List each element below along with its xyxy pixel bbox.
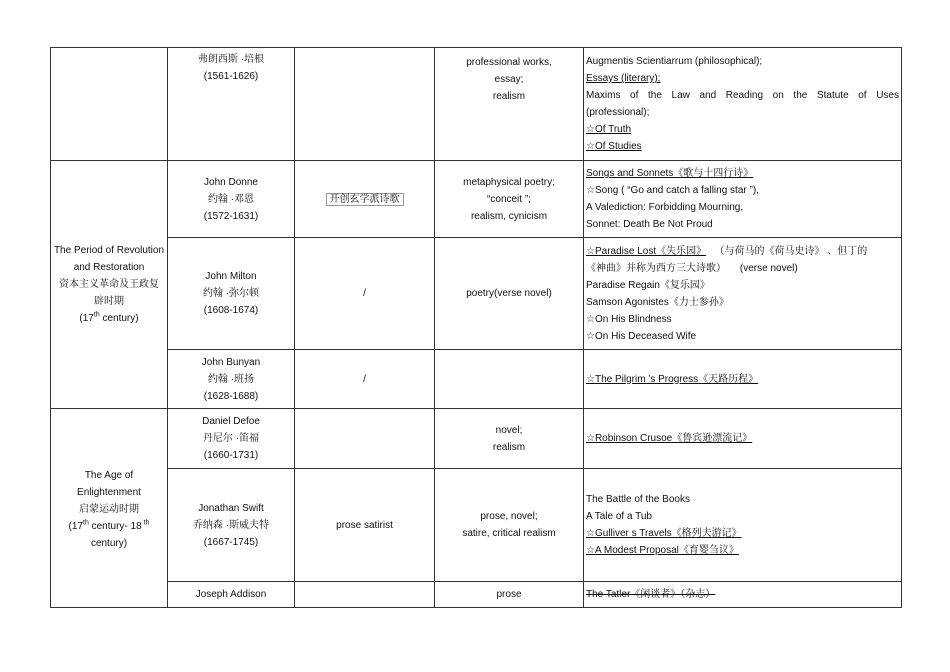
author-name-en: John Milton <box>205 271 257 282</box>
works-cell <box>584 582 902 608</box>
note-cell <box>295 582 435 608</box>
literature-table <box>50 47 902 608</box>
author-name-en: Daniel Defoe <box>202 416 260 427</box>
period-cell <box>51 48 168 161</box>
author-name-cn: 约翰 ·邓恩 <box>207 193 255 205</box>
period-cell-revolution <box>51 161 168 409</box>
period-name-cn: 启蒙运动时期 <box>79 504 139 515</box>
author-years: (1660-1731) <box>203 450 259 461</box>
work-note: （与荷马的《荷马史诗》 、但丁的 <box>714 245 868 257</box>
genre-line: realism <box>492 441 526 453</box>
note-cell <box>295 161 435 238</box>
note-text: / <box>363 288 366 299</box>
genre-line: metaphysical poetry; <box>463 176 555 188</box>
work-title: A Tale of a Tub <box>586 511 652 522</box>
note-cell <box>295 469 435 582</box>
genre-line: realism <box>492 91 526 102</box>
genre-cell <box>435 582 584 608</box>
genre-line: realism, cynicism <box>470 210 548 222</box>
work-title: A Valediction: Forbidding Mourning, <box>586 202 744 213</box>
author-cell <box>168 238 295 350</box>
author-name-cn: 乔纳森 ·斯威夫特 <box>192 519 270 531</box>
table-row-defoe <box>51 409 902 469</box>
note-text: / <box>363 373 366 385</box>
work-title: (professional); <box>586 107 650 118</box>
works-cell <box>584 238 902 350</box>
work-title: ☆Paradise Lost《失乐园》 <box>586 245 707 257</box>
work-title: Samson Agonistes《力士参孙》 <box>586 296 729 308</box>
author-cell <box>168 48 295 161</box>
table-row-donne <box>51 161 902 238</box>
table-row-addison <box>51 582 902 608</box>
period-century: (17th century) <box>79 311 139 324</box>
genre-line: professional works, <box>466 57 552 68</box>
author-years: (1667-1745) <box>203 536 259 548</box>
note-cell <box>295 48 435 161</box>
note-text: 开创玄学派诗歌 <box>326 193 404 206</box>
work-title: ☆On His Blindness <box>586 313 672 325</box>
author-years: (1608-1674) <box>203 305 259 316</box>
genre-cell <box>435 48 584 161</box>
author-cell <box>168 582 295 608</box>
period-century: (17th century- 18 $^{th}$ <box>68 519 150 532</box>
table-row-bacon <box>51 48 902 161</box>
works-cell <box>584 161 902 238</box>
author-name-en: John Donne <box>204 176 258 188</box>
genre-line: “conceit ”; <box>487 193 531 205</box>
work-note: 《神曲》并称为西方三大诗歌） <box>586 262 726 274</box>
author-name-en: Jonathan Swift <box>198 502 264 514</box>
work-title: ☆The Pilgrim ’s Progress《天路历程》 <box>586 373 759 385</box>
period-name: Enlightenment <box>77 487 141 498</box>
work-title: ☆Of Studies <box>586 141 642 152</box>
genre-cell <box>435 469 584 582</box>
genre-line: poetry(verse novel) <box>466 288 552 299</box>
work-title: Augmentis Scientiarrum (philosophical); <box>586 56 763 67</box>
period-name: and Restoration <box>73 262 145 273</box>
work-title: ☆A Modest Proposal《育婴刍议》 <box>586 545 739 556</box>
genre-line: prose <box>496 589 522 600</box>
author-cell <box>168 409 295 469</box>
works-cell <box>584 350 902 409</box>
author-name-en: John Bunyan <box>201 356 261 368</box>
note-text: prose satirist <box>336 519 393 531</box>
author-name-cn: 弗朗西斯 ·培根 <box>197 54 265 65</box>
genre-line: novel; <box>495 424 523 436</box>
period-cell-enlightenment <box>51 409 168 608</box>
work-title: Sonnet: Death Be Not Proud <box>586 219 713 230</box>
period-century: century) <box>90 538 128 549</box>
author-years: (1572-1631) <box>203 210 259 222</box>
works-cell <box>584 469 902 582</box>
work-title: ☆Gulliver s Travels《格列夫游记》 <box>586 528 742 539</box>
genre-line: prose, novel; <box>480 511 538 522</box>
note-cell <box>295 409 435 469</box>
genre-cell <box>435 350 584 409</box>
work-title: ☆Song ( “Go and catch a falling star ”), <box>586 185 759 196</box>
genre-cell <box>435 409 584 469</box>
genre-line: essay; <box>494 74 524 85</box>
table-row-bunyan <box>51 350 902 409</box>
work-title: Songs and Sonnets《歌与十四行诗》 <box>586 168 754 179</box>
works-cell <box>584 48 902 161</box>
table-row-swift <box>51 469 902 582</box>
author-name-en: Joseph Addison <box>195 589 267 600</box>
note-cell <box>295 238 435 350</box>
work-title: The Tatler《闲谈者》（杂志） <box>586 589 716 600</box>
genre-cell <box>435 238 584 350</box>
note-cell <box>295 350 435 409</box>
author-name-cn: 丹尼尔 ·笛福 <box>202 433 260 444</box>
work-line <box>586 260 899 277</box>
genre-line: satire, critical realism <box>462 528 556 539</box>
author-cell <box>168 161 295 238</box>
author-name-cn: 约翰 ·班扬 <box>207 373 255 385</box>
author-cell <box>168 350 295 409</box>
work-title: Essays (literary); <box>586 73 661 84</box>
work-line <box>586 243 899 260</box>
table-row-milton <box>51 238 902 350</box>
author-cell <box>168 469 295 582</box>
author-name-cn: 约翰 ·弥尔顿 <box>202 288 260 299</box>
period-name-cn: 辟时期 <box>94 296 124 307</box>
period-name-cn: 资本主义革命及王政复 <box>59 279 159 290</box>
author-years: (1561-1626) <box>203 71 259 82</box>
period-name: The Age of <box>84 470 134 481</box>
work-title: Maxims of the Law and Reading on the Statute of Uses <box>586 90 899 101</box>
work-title: ☆On His Deceased Wife <box>586 330 697 342</box>
work-title: Paradise Regain《复乐园》 <box>586 279 710 291</box>
genre-cell <box>435 161 584 238</box>
author-years: (1628-1688) <box>203 390 259 402</box>
work-note: (verse novel) <box>739 262 798 274</box>
work-title: ☆Of Truth <box>586 124 632 135</box>
work-title: ☆Robinson Crusoe《鲁宾逊漂流记》 <box>586 433 753 444</box>
work-title: The Battle of the Books <box>586 494 690 505</box>
works-cell <box>584 409 902 469</box>
period-name: The Period of Revolution <box>53 245 165 256</box>
